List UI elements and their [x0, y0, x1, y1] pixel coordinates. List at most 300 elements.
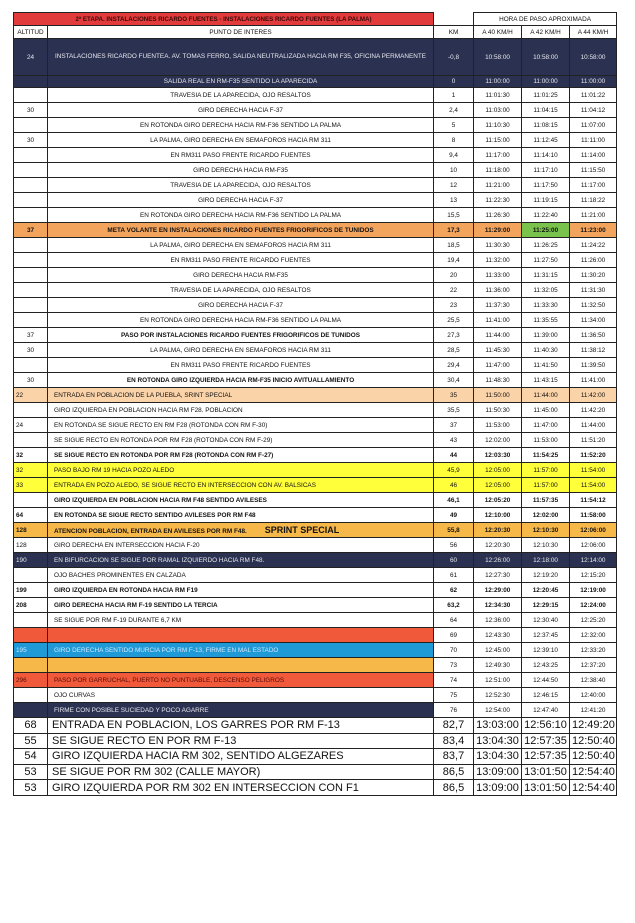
point-cell: EN ROTONDA GIRO DERECHA HACIA RM-F36 SENTIDO LA PALMA	[48, 208, 434, 223]
km-cell: 25,5	[434, 313, 474, 328]
km-cell: 0	[434, 76, 474, 88]
time-42-cell: 12:10:30	[522, 523, 570, 538]
time-42-cell: 11:44:00	[522, 388, 570, 403]
time-40-cell: 12:51:00	[474, 673, 522, 688]
time-42-cell: 12:19:20	[522, 568, 570, 583]
time-42-cell: 11:39:00	[522, 328, 570, 343]
time-44-cell: 12:54:40	[570, 764, 617, 780]
table-row	[14, 628, 617, 643]
altitude-cell: 30	[14, 373, 48, 388]
altitude-cell	[14, 613, 48, 628]
km-cell: 46	[434, 478, 474, 493]
altitude-cell	[14, 193, 48, 208]
point-cell: GIRO IZQUIERDA EN ROTONDA HACIA RM F19	[48, 583, 434, 598]
time-42-cell: 11:40:30	[522, 343, 570, 358]
altitude-cell	[14, 688, 48, 703]
time-40-cell: 12:36:00	[474, 613, 522, 628]
km-cell: 60	[434, 553, 474, 568]
table-row	[14, 103, 617, 118]
table-row	[14, 343, 617, 358]
altitude-cell: 37	[14, 223, 48, 238]
point-cell: SE SIGUE RECTO EN ROTONDA POR RM F28 (ROTONDA CON RM F-27)	[48, 448, 434, 463]
altitude-cell	[14, 148, 48, 163]
point-cell: LA PALMA, GIRO DERECHA EN SEMAFOROS HACIA RM 311	[48, 343, 434, 358]
time-42-cell: 11:57:35	[522, 493, 570, 508]
point-cell: INSTALACIONES RICARDO FUENTEA. AV. TOMAS FERRO, SALIDA NEUTRALIZADA HACIA RM F35, OFICINA PERMANENTE	[48, 39, 434, 76]
km-cell: 55,8	[434, 523, 474, 538]
km-cell: 37	[434, 418, 474, 433]
time-40-cell: 11:53:00	[474, 418, 522, 433]
time-42-cell: 12:43:25	[522, 658, 570, 673]
table-row	[14, 703, 617, 718]
table-row	[14, 493, 617, 508]
time-44-cell: 11:52:20	[570, 448, 617, 463]
altitude-cell: 30	[14, 103, 48, 118]
km-cell: 5	[434, 118, 474, 133]
time-40-cell: 13:09:00	[474, 764, 522, 780]
table-row	[14, 613, 617, 628]
table-row	[14, 733, 617, 749]
altitude-cell	[14, 253, 48, 268]
time-40-cell: 12:54:00	[474, 703, 522, 718]
time-42-cell: 12:47:40	[522, 703, 570, 718]
time-42-cell: 12:30:40	[522, 613, 570, 628]
time-42-cell: 11:01:25	[522, 88, 570, 103]
route-timetable	[13, 12, 616, 796]
altitude-cell: 30	[14, 343, 48, 358]
time-44-cell: 11:39:50	[570, 358, 617, 373]
time-42-cell: 11:33:30	[522, 298, 570, 313]
time-44-cell: 11:00:00	[570, 76, 617, 88]
altitude-cell	[14, 238, 48, 253]
time-44-cell: 12:06:00	[570, 523, 617, 538]
time-44-cell: 12:54:40	[570, 780, 617, 796]
time-40-cell: 12:29:00	[474, 583, 522, 598]
point-cell: EN RM311 PASO FRENTE RICARDO FUENTES	[48, 148, 434, 163]
time-40-cell: 12:10:00	[474, 508, 522, 523]
time-42-cell: 12:44:50	[522, 673, 570, 688]
time-40-cell: 11:50:30	[474, 403, 522, 418]
point-cell: GIRO IZQUIERDA EN POBLACION HACIA RM F28. POBLACION	[48, 403, 434, 418]
altitude-cell: 128	[14, 523, 48, 538]
km-cell: 83,7	[434, 749, 474, 765]
point-cell: SE SIGUE POR RM 302 (CALLE MAYOR)	[48, 764, 434, 780]
table-row	[14, 508, 617, 523]
time-40-cell: 12:26:00	[474, 553, 522, 568]
time-42-cell: 11:08:15	[522, 118, 570, 133]
altitude-cell: 37	[14, 328, 48, 343]
time-42-cell: 11:45:00	[522, 403, 570, 418]
time-40-cell: 11:33:00	[474, 268, 522, 283]
km-cell: 56	[434, 538, 474, 553]
time-44-cell: 11:30:20	[570, 268, 617, 283]
altitude-cell	[14, 358, 48, 373]
time-40-cell: 12:05:20	[474, 493, 522, 508]
time-44-cell: 12:38:40	[570, 673, 617, 688]
altitude-cell: 190	[14, 553, 48, 568]
time-40-cell: 11:37:30	[474, 298, 522, 313]
point-cell: TRAVESIA DE LA APARECIDA, OJO RESALTOS	[48, 283, 434, 298]
time-44-cell: 12:15:20	[570, 568, 617, 583]
table-row	[14, 358, 617, 373]
point-cell: GIRO IZQUIERDA EN POBLACION HACIA RM F48 SENTIDO AVILESES	[48, 493, 434, 508]
time-42-cell: 11:35:55	[522, 313, 570, 328]
time-44-cell: 11:34:00	[570, 313, 617, 328]
km-cell: 10	[434, 163, 474, 178]
time-44-cell: 11:44:00	[570, 418, 617, 433]
time-40-cell: 12:45:00	[474, 643, 522, 658]
table-row	[14, 418, 617, 433]
time-44-cell: 11:26:00	[570, 253, 617, 268]
altitude-cell: 30	[14, 133, 48, 148]
km-cell: 23	[434, 298, 474, 313]
point-cell: EN ROTONDA GIRO DERECHA HACIA RM-F36 SENTIDO LA PALMA	[48, 313, 434, 328]
altitude-cell	[14, 88, 48, 103]
time-42-cell: 11:31:15	[522, 268, 570, 283]
table-row	[14, 268, 617, 283]
col-speed-42-header: A 42 KM/H	[522, 26, 570, 39]
time-44-cell: 12:40:00	[570, 688, 617, 703]
time-40-cell: 11:01:30	[474, 88, 522, 103]
time-40-cell: 12:03:30	[474, 448, 522, 463]
time-42-cell: 12:29:15	[522, 598, 570, 613]
time-42-cell: 11:17:10	[522, 163, 570, 178]
time-40-cell: 11:17:00	[474, 148, 522, 163]
time-44-cell: 11:14:00	[570, 148, 617, 163]
point-cell: ENTRADA EN POZO ALEDO, SE SIGUE RECTO EN INTERSECCION CON AV. BALSICAS	[48, 478, 434, 493]
point-cell: LA PALMA, GIRO DERECHA EN SEMAFOROS HACIA RM 311	[48, 238, 434, 253]
time-40-cell: 11:03:00	[474, 103, 522, 118]
table-row	[14, 373, 617, 388]
km-cell: 82,7	[434, 718, 474, 734]
point-cell: OJO BACHES PROMINENTES EN CALZADA	[48, 568, 434, 583]
km-cell: 76	[434, 703, 474, 718]
time-44-cell: 11:21:00	[570, 208, 617, 223]
time-40-cell: 11:30:30	[474, 238, 522, 253]
table-row	[14, 313, 617, 328]
time-40-cell: 13:04:30	[474, 733, 522, 749]
time-44-cell: 11:31:30	[570, 283, 617, 298]
km-cell: 8	[434, 133, 474, 148]
altitude-cell	[14, 283, 48, 298]
table-row	[14, 448, 617, 463]
table-row	[14, 133, 617, 148]
table-row	[14, 283, 617, 298]
altitude-cell: 54	[14, 749, 48, 765]
point-text: ATENCION POBLACION, ENTRADA EN AVILESES POR RM F48.	[54, 528, 247, 535]
km-cell: 73	[434, 658, 474, 673]
time-44-cell: 12:25:20	[570, 613, 617, 628]
point-cell: EN RM311 PASO FRENTE RICARDO FUENTES	[48, 253, 434, 268]
time-40-cell: 11:21:00	[474, 178, 522, 193]
table-row	[14, 553, 617, 568]
time-40-cell: 11:41:00	[474, 313, 522, 328]
time-44-cell: 11:36:50	[570, 328, 617, 343]
header-row-title	[14, 13, 617, 26]
table-row	[14, 718, 617, 734]
point-cell: PASO POR GARRUCHAL, PUERTO NO PUNTUABLE, DESCENSO PELIGROS	[48, 673, 434, 688]
altitude-cell	[14, 208, 48, 223]
time-42-cell: 11:32:05	[522, 283, 570, 298]
time-40-cell: 11:15:00	[474, 133, 522, 148]
altitude-cell	[14, 658, 48, 673]
altitude-cell	[14, 493, 48, 508]
time-42-cell: 11:53:00	[522, 433, 570, 448]
point-cell: EN RM311 PASO FRENTE RICARDO FUENTES	[48, 358, 434, 373]
table-row	[14, 643, 617, 658]
table-row	[14, 163, 617, 178]
time-40-cell: 12:02:00	[474, 433, 522, 448]
time-44-cell: 11:24:22	[570, 238, 617, 253]
time-40-cell: 11:00:00	[474, 76, 522, 88]
time-40-cell: 11:32:00	[474, 253, 522, 268]
table-row	[14, 223, 617, 238]
stage-title: 2ª ETAPA. INSTALACIONES RICARDO FUENTES - INSTALACIONES RICARDO FUENTES (LA PALMA)	[14, 13, 434, 26]
time-40-cell: 11:10:30	[474, 118, 522, 133]
point-cell	[48, 658, 434, 673]
time-42-cell: 10:58:00	[522, 39, 570, 76]
table-row	[14, 583, 617, 598]
time-42-cell: 12:10:30	[522, 538, 570, 553]
table-row	[14, 403, 617, 418]
time-44-cell: 11:42:20	[570, 403, 617, 418]
time-40-cell: 12:20:30	[474, 538, 522, 553]
km-cell: 74	[434, 673, 474, 688]
table-row	[14, 253, 617, 268]
point-cell: GIRO DERECHA HACIA RM F-19 SENTIDO LA TERCIA	[48, 598, 434, 613]
table-row	[14, 568, 617, 583]
time-44-cell: 11:54:12	[570, 493, 617, 508]
altitude-cell: 22	[14, 388, 48, 403]
time-44-cell: 11:23:00	[570, 223, 617, 238]
time-40-cell: 12:27:30	[474, 568, 522, 583]
altitude-cell	[14, 313, 48, 328]
km-cell: 20	[434, 268, 474, 283]
time-44-cell: 12:49:20	[570, 718, 617, 734]
point-cell: TRAVESIA DE LA APARECIDA, OJO RESALTOS	[48, 178, 434, 193]
time-40-cell: 12:34:30	[474, 598, 522, 613]
table-row	[14, 478, 617, 493]
km-cell: 27,3	[434, 328, 474, 343]
table-row	[14, 688, 617, 703]
km-cell: 22	[434, 283, 474, 298]
time-40-cell: 11:44:00	[474, 328, 522, 343]
time-40-cell: 13:03:00	[474, 718, 522, 734]
time-40-cell: 11:50:00	[474, 388, 522, 403]
point-cell	[48, 628, 434, 643]
time-42-cell: 11:04:15	[522, 103, 570, 118]
altitude-cell	[14, 703, 48, 718]
time-40-cell: 12:43:30	[474, 628, 522, 643]
col-speed-40-header: A 40 KM/H	[474, 26, 522, 39]
time-42-cell: 11:41:50	[522, 358, 570, 373]
time-42-cell: 12:18:00	[522, 553, 570, 568]
point-cell: TRAVESIA DE LA APARECIDA, OJO RESALTOS	[48, 88, 434, 103]
time-40-cell: 11:18:00	[474, 163, 522, 178]
km-cell: 9,4	[434, 148, 474, 163]
km-cell: 45,9	[434, 463, 474, 478]
table-row	[14, 673, 617, 688]
time-44-cell: 10:58:00	[570, 39, 617, 76]
altitude-cell: 24	[14, 418, 48, 433]
time-44-cell: 12:06:00	[570, 538, 617, 553]
km-cell: 19,4	[434, 253, 474, 268]
km-cell: 83,4	[434, 733, 474, 749]
point-cell: GIRO DERECHA SENTIDO MURCIA POR RM F-13, FIRME EN MAL ESTADO	[48, 643, 434, 658]
time-40-cell: 11:36:00	[474, 283, 522, 298]
time-44-cell: 12:50:40	[570, 733, 617, 749]
altitude-cell: 199	[14, 583, 48, 598]
point-cell: PASO POR INSTALACIONES RICARDO FUENTES FRIGORIFICOS DE TUNIDOS	[48, 328, 434, 343]
point-cell: GIRO IZQUIERDA POR RM 302 EN INTERSECCION CON F1	[48, 780, 434, 796]
point-cell: PASO BAJO RM 19 HACIA POZO ALEDO	[48, 463, 434, 478]
table-row	[14, 463, 617, 478]
table-row	[14, 88, 617, 103]
altitude-cell: 128	[14, 538, 48, 553]
point-cell: EN ROTONDA SE SIGUE RECTO EN RM F28 (ROTONDA CON RM F-30)	[48, 418, 434, 433]
point-cell: LA PALMA, GIRO DERECHA EN SEMAFOROS HACIA RM 311	[48, 133, 434, 148]
time-42-cell: 11:17:50	[522, 178, 570, 193]
altitude-cell: 208	[14, 598, 48, 613]
table-row	[14, 118, 617, 133]
km-cell: 70	[434, 643, 474, 658]
km-cell: 35	[434, 388, 474, 403]
time-40-cell: 10:58:00	[474, 39, 522, 76]
time-40-cell: 13:09:00	[474, 780, 522, 796]
km-cell: 29,4	[434, 358, 474, 373]
altitude-cell	[14, 178, 48, 193]
time-44-cell: 11:04:12	[570, 103, 617, 118]
table-row	[14, 208, 617, 223]
time-42-cell: 12:46:15	[522, 688, 570, 703]
table-row	[14, 538, 617, 553]
time-40-cell: 13:04:30	[474, 749, 522, 765]
point-cell: GIRO DERECHA EN INTERSECCION HACIA F-20	[48, 538, 434, 553]
time-42-cell: 11:22:40	[522, 208, 570, 223]
point-cell: SALIDA REAL EN RM-F35 SENTIDO LA APARECIDA	[48, 76, 434, 88]
table-row	[14, 328, 617, 343]
point-cell: EN ROTONDA SE SIGUE RECTO SENTIDO AVILESES POR RM F48	[48, 508, 434, 523]
col-altitude-header: ALTITUD	[14, 26, 48, 39]
point-cell: GIRO DERECHA HACIA F-37	[48, 193, 434, 208]
table-row	[14, 178, 617, 193]
table-row	[14, 764, 617, 780]
km-cell: 12	[434, 178, 474, 193]
time-42-cell: 12:37:45	[522, 628, 570, 643]
time-44-cell: 11:54:00	[570, 463, 617, 478]
table-row	[14, 148, 617, 163]
time-44-cell: 12:19:00	[570, 583, 617, 598]
altitude-cell	[14, 568, 48, 583]
altitude-cell	[14, 433, 48, 448]
time-44-cell: 11:58:00	[570, 508, 617, 523]
km-cell: 2,4	[434, 103, 474, 118]
km-cell: 46,1	[434, 493, 474, 508]
altitude-cell: 32	[14, 448, 48, 463]
km-cell: 49	[434, 508, 474, 523]
point-cell: GIRO DERECHA HACIA RM-F35	[48, 268, 434, 283]
time-42-cell: 12:57:35	[522, 733, 570, 749]
km-cell: 64	[434, 613, 474, 628]
col-speed-44-header: A 44 KM/H	[570, 26, 617, 39]
time-40-cell: 11:22:30	[474, 193, 522, 208]
time-44-cell: 11:17:00	[570, 178, 617, 193]
time-42-cell: 12:20:45	[522, 583, 570, 598]
point-cell: ENTRADA EN POBLACION, LOS GARRES POR RM F-13	[48, 718, 434, 734]
point-cell: FIRME CON POSIBLE SUCIEDAD Y POCO AGARRE	[48, 703, 434, 718]
col-point-header: PUNTO DE INTERES	[48, 26, 434, 39]
table-row	[14, 749, 617, 765]
time-44-cell: 11:41:00	[570, 373, 617, 388]
time-44-cell: 11:42:00	[570, 388, 617, 403]
table-row	[14, 598, 617, 613]
time-44-cell: 11:18:22	[570, 193, 617, 208]
time-40-cell: 12:52:30	[474, 688, 522, 703]
km-cell: 62	[434, 583, 474, 598]
time-group-header: HORA DE PASO APROXIMADA	[474, 13, 617, 26]
km-cell: -0,8	[434, 39, 474, 76]
km-cell: 1	[434, 88, 474, 103]
time-44-cell: 11:15:50	[570, 163, 617, 178]
point-cell: OJO CURVAS	[48, 688, 434, 703]
km-cell: 69	[434, 628, 474, 643]
time-44-cell: 11:38:12	[570, 343, 617, 358]
time-44-cell: 12:33:20	[570, 643, 617, 658]
time-42-cell: 11:27:50	[522, 253, 570, 268]
time-42-cell: 11:25:00	[522, 223, 570, 238]
time-44-cell: 11:11:00	[570, 133, 617, 148]
time-42-cell: 11:19:15	[522, 193, 570, 208]
table-row	[14, 433, 617, 448]
km-cell: 28,5	[434, 343, 474, 358]
time-44-cell: 11:32:50	[570, 298, 617, 313]
time-42-cell: 11:47:00	[522, 418, 570, 433]
time-42-cell: 11:57:00	[522, 478, 570, 493]
point-cell: SE SIGUE POR RM F-19 DURANTE 6,7 KM	[48, 613, 434, 628]
time-42-cell: 11:12:45	[522, 133, 570, 148]
altitude-cell: 53	[14, 780, 48, 796]
time-44-cell: 11:51:20	[570, 433, 617, 448]
altitude-cell	[14, 268, 48, 283]
altitude-cell: 195	[14, 643, 48, 658]
altitude-cell: 32	[14, 463, 48, 478]
table-row	[14, 238, 617, 253]
time-44-cell: 12:50:40	[570, 749, 617, 765]
altitude-cell: 53	[14, 764, 48, 780]
time-40-cell: 11:26:30	[474, 208, 522, 223]
time-42-cell: 13:01:50	[522, 780, 570, 796]
point-cell: GIRO IZQUIERDA HACIA RM 302, SENTIDO ALGEZARES	[48, 749, 434, 765]
sprint-special-label: SPRINT SPECIAL	[264, 525, 340, 535]
km-cell: 43	[434, 433, 474, 448]
km-cell: 86,5	[434, 780, 474, 796]
table-row	[14, 780, 617, 796]
km-cell: 18,5	[434, 238, 474, 253]
time-40-cell: 12:49:30	[474, 658, 522, 673]
point-cell: META VOLANTE EN INSTALACIONES RICARDO FUENTES FRIGORIFICOS DE TUNIDOS	[48, 223, 434, 238]
km-cell: 30,4	[434, 373, 474, 388]
table-row	[14, 39, 617, 76]
time-40-cell: 11:29:00	[474, 223, 522, 238]
point-cell: SE SIGUE RECTO EN POR RM F-13	[48, 733, 434, 749]
altitude-cell	[14, 76, 48, 88]
time-40-cell: 12:05:00	[474, 478, 522, 493]
altitude-cell: 55	[14, 733, 48, 749]
time-44-cell: 12:37:20	[570, 658, 617, 673]
point-cell	[48, 523, 434, 538]
time-44-cell: 12:32:00	[570, 628, 617, 643]
altitude-cell	[14, 628, 48, 643]
